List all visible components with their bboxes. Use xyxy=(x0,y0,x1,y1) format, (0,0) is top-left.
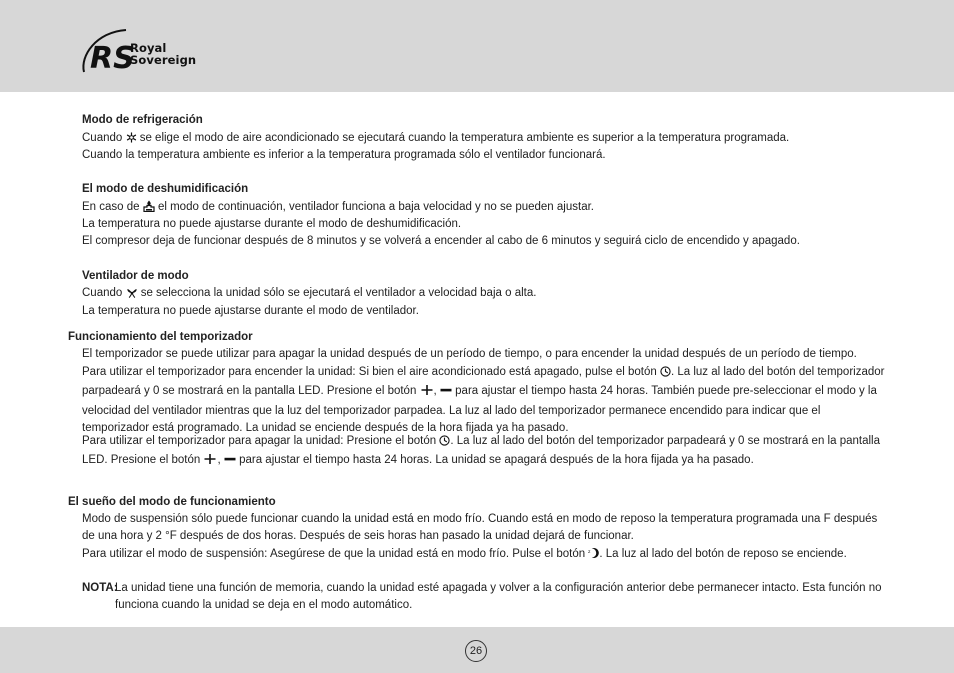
sleep-instructions: Para utilizar el modo de suspensión: Asegúrese de que la unidad está en modo frío. Pulse el botón z . La luz al lado del botón de reposo se enciende. xyxy=(82,546,847,565)
fan-icon xyxy=(126,286,138,304)
brand-name-line1: Royal xyxy=(130,41,167,55)
dehumid-line3: El compresor deja de funcionar después de 8 minutos y se volverá a encender al cabo de 6 minutos y seguirá ciclo de encendido y apagado. xyxy=(82,235,800,247)
page-header xyxy=(0,0,954,92)
svg-text:z: z xyxy=(588,550,591,555)
note-text: La unidad tiene una función de memoria, cuando la unidad esté apagada y volver a la configuración anterior debe permanecer intacto. Esta función no funciona cuando la unidad se deja en el modo automático. xyxy=(115,582,882,612)
cooling-line1: Cuando se elige el modo de aire acondicionado se ejecutará cuando la temperatura ambiente es superior a la temperatura programada. xyxy=(82,130,789,149)
section-title-timer: Funcionamiento del temporizador xyxy=(68,331,253,343)
fan-line2: La temperatura no puede ajustarse durante el modo de ventilador. xyxy=(82,305,419,317)
minus-icon xyxy=(224,453,236,471)
section-title-sleep: El sueño del modo de funcionamiento xyxy=(68,496,276,508)
clock-icon xyxy=(439,435,450,452)
svg-text:RS: RS xyxy=(90,41,135,76)
brand-logo xyxy=(78,26,218,78)
timer-paragraph-off: Para utilizar el temporizador para apagar la unidad: Presione el botón . La luz al lado del botón del temporizador parpadeará y 0 se mostrará en la pantalla LED. Presione el botón , para ajustar el tiempo hasta 24 horas. La unidad se apagará después de la hora fijada ya ha pasado. xyxy=(82,433,888,472)
timer-paragraph-on: Para utilizar el temporizador para encender la unidad: Si bien el aire acondicionado está apagado, pulse el botón . La luz al lado del botón del temporizador parpadeará y 0 se mostrará en la pantalla LED. Presione el botón , para ajustar el tiempo hasta 24 horas. También puede pre-seleccionar el modo y la velocidad del ventilador mientras que la luz del temporizador parpadea. La luz al lado del temporizador permanece encendido para indicar que el temporizador está programado. La unidad se enciende después de la hora fijada ya ha pasado. xyxy=(82,366,885,435)
dehumid-line2: La temperatura no puede ajustarse durante el modo de deshumidificación. xyxy=(82,218,462,230)
plus-icon xyxy=(203,453,217,471)
rs-logo-mark xyxy=(78,26,138,78)
minus-icon xyxy=(440,384,452,402)
page-number: 26 xyxy=(465,640,487,662)
sleep-paragraph: Modo de suspensión sólo puede funcionar cuando la unidad está en modo frío. Cuando está en modo de reposo la temperatura programada una F después de una hora y 2 °F después de dos horas. Después de seis horas han pasado la unidad dejará de funcionar. xyxy=(82,513,878,543)
cooling-line2: Cuando la temperatura ambiente es inferior a la temperatura programada sólo el ventilador funcionará. xyxy=(82,149,606,161)
plus-icon xyxy=(420,384,434,402)
moon-icon xyxy=(588,547,599,565)
section-title-dehumid: El modo de deshumidificación xyxy=(82,183,249,195)
timer-line1: El temporizador se puede utilizar para apagar la unidad después de un período de tiempo, o para encender la unidad después de un período de tiempo. xyxy=(82,348,857,360)
section-title-cooling: Modo de refrigeración xyxy=(82,114,203,126)
dehumid-line1: En caso de el modo de continuación, ventilador funciona a baja velocidad y no se pueden ajustar. xyxy=(82,199,594,218)
brand-name xyxy=(130,42,196,66)
section-title-fan: Ventilador de modo xyxy=(82,270,189,282)
note-label: NOTA: xyxy=(82,582,118,594)
fan-line1: Cuando se selecciona la unidad sólo se ejecutará el ventilador a velocidad baja o alta. xyxy=(82,285,536,304)
brand-name-line2: Sovereign xyxy=(130,53,197,67)
clock-icon xyxy=(660,366,671,383)
